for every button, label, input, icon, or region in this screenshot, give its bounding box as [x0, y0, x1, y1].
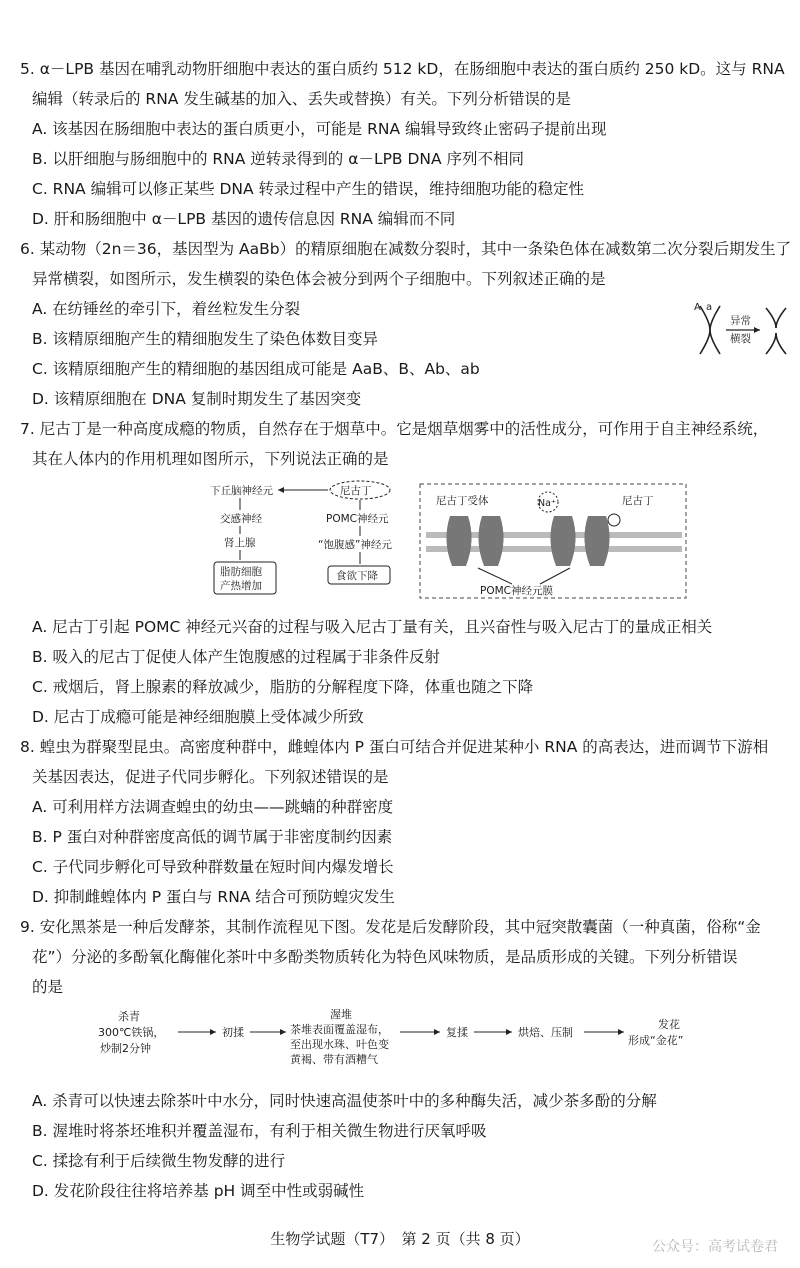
label-pomc-neuron: POMC神经元	[326, 513, 389, 525]
arrow-head	[754, 327, 760, 333]
pointer-right	[540, 568, 570, 584]
q5-option-c: C. RNA 编辑可以修正某些 DNA 转录过程中产生的错误，维持细胞功能的稳定性	[32, 180, 585, 198]
q6-option-b: B. 该精原细胞产生的精细胞发生了染色体数目变异	[32, 330, 378, 348]
q9-option-d: D. 发花阶段往往将培养基 pH 调至中性或弱碱性	[32, 1182, 365, 1200]
step-flowering-line-1: 形成“金花”	[628, 1034, 684, 1047]
step-kill-green-line-2: 炒制2分钟	[100, 1042, 151, 1055]
q9-option-b: B. 渥堆时将茶坯堆积并覆盖湿布，有利于相关微生物进行厌氧呼吸	[32, 1122, 487, 1140]
label-nicotine-receptor: 尼古丁受体	[436, 495, 489, 507]
nicotine-mechanism-figure	[210, 480, 690, 604]
arrowhead-5	[618, 1029, 624, 1035]
step-initial-rolling: 初揉	[222, 1026, 244, 1039]
tea-process-flowchart	[98, 1006, 738, 1080]
q6-option-c: C. 该精原细胞产生的精细胞的基因组成可能是 AaB、B、Ab、ab	[32, 360, 480, 378]
arrowhead-3	[434, 1029, 440, 1035]
broken-chromatid-top-left	[766, 308, 776, 328]
label-nicotine-2: 尼古丁	[622, 495, 654, 507]
q6-stem-line-1: 6. 某动物（2n＝36，基因型为 AaBb）的精原细胞在减数分裂时，其中一条染色体在减数第二次分裂后期发生了	[20, 240, 792, 258]
page-footer: 生物学试题（T7） 第 2 页（共 8 页）	[270, 1230, 530, 1248]
step-re-rolling: 复揉	[446, 1026, 468, 1039]
q9-stem-line-2: 花”）分泌的多酚氧化酶催化茶叶中多酚类物质转化为特色风味物质，是品质形成的关键。下列分析错误	[32, 948, 738, 966]
label-appetite-decrease: 食欲下降	[336, 570, 378, 582]
label-heat-increase: 产热增加	[220, 580, 262, 592]
q6-option-a: A. 在纺锤丝的牵引下，着丝粒发生分裂	[32, 300, 301, 318]
q5-option-b: B. 以肝细胞与肠细胞中的 RNA 逆转录得到的 α－LPB DNA 序列不相同	[32, 150, 525, 168]
q5-stem-line-1: 5. α－LPB 基因在哺乳动物肝细胞中表达的蛋白质约 512 kD，在肠细胞中表达的蛋白质约 250 kD。这与 RNA	[20, 60, 785, 78]
receptor-protein-2	[478, 516, 503, 566]
label-pomc-membrane: POMC神经元膜	[480, 585, 553, 597]
arrowhead-2	[280, 1029, 286, 1035]
pointer-left	[478, 568, 512, 584]
arrow-label-top: 异常	[730, 315, 751, 327]
label-sodium: Na⁺	[538, 498, 556, 509]
label-adrenal: 肾上腺	[224, 537, 256, 549]
arrow-label-bottom: 横裂	[730, 333, 751, 345]
q5-option-a: A. 该基因在肠细胞中表达的蛋白质更小，可能是 RNA 编辑导致终止密码子提前出现	[32, 120, 607, 138]
q9-stem-line-1: 9. 安化黑茶是一种后发酵茶，其制作流程见下图。发花是后发酵阶段，其中冠突散囊菌（一种真菌，俗称“金	[20, 918, 761, 936]
chromosome-breakage-figure	[692, 300, 792, 360]
chromatid-left	[700, 306, 710, 354]
broken-chromatid-bottom-left	[766, 333, 776, 354]
q8-option-d: D. 抑制雌蝗体内 P 蛋白与 RNA 结合可预防蝗灾发生	[32, 888, 395, 906]
label-satiety-neuron: “饱腹感”神经元	[318, 539, 392, 551]
q8-stem-line-1: 8. 蝗虫为群聚型昆虫。高密度种群中，雌蝗体内 P 蛋白可结合并促进某种小 RNA 的高表达，进而调节下游相	[20, 738, 769, 756]
q8-option-c: C. 子代同步孵化可导致种群数量在短时间内爆发增长	[32, 858, 394, 876]
q7-stem-line-1: 7. 尼古丁是一种高度成瘾的物质，自然存在于烟草中。它是烟草烟雾中的活性成分，可作用于自主神经系统，	[20, 420, 769, 438]
q6-option-d: D. 该精原细胞在 DNA 复制时期发生了基因突变	[32, 390, 362, 408]
q8-option-a: A. 可利用样方法调查蝗虫的幼虫——跳蝻的种群密度	[32, 798, 394, 816]
step-piling-line-3: 黄褐、带有酒糟气	[290, 1053, 378, 1066]
q7-stem-line-2: 其在人体内的作用机理如图所示，下列说法正确的是	[32, 450, 389, 468]
q7-option-b: B. 吸入的尼古丁促使人体产生饱腹感的过程属于非条件反射	[32, 648, 440, 666]
q8-stem-line-2: 关基因表达，促进子代同步孵化。下列叙述错误的是	[32, 768, 389, 786]
step-piling-line-1: 茶堆表面覆盖湿布，	[290, 1023, 389, 1036]
label-fat-cell: 脂肪细胞	[220, 566, 262, 578]
q9-stem-line-3: 的是	[32, 978, 64, 996]
question-7	[20, 414, 772, 732]
question-8	[20, 732, 772, 912]
broken-chromatid-bottom-right	[776, 333, 786, 354]
nicotine-molecule	[608, 514, 620, 526]
question-9	[20, 912, 772, 1206]
q7-option-d: D. 尼古丁成瘾可能是神经细胞膜上受体减少所致	[32, 708, 364, 726]
question-5	[20, 54, 785, 234]
q9-option-c: C. 揉捻有利于后续微生物发酵的进行	[32, 1152, 286, 1170]
q7-option-a: A. 尼古丁引起 POMC 神经元兴奋的过程与吸入尼古丁量有关，且兴奋性与吸入尼古丁的量成正相关	[32, 618, 713, 636]
step-flowering-title: 发花	[658, 1018, 680, 1031]
broken-chromatid-top-right	[776, 308, 786, 328]
step-piling-line-2: 至出现水珠、叶色变	[290, 1038, 389, 1051]
arrowhead-1	[210, 1029, 216, 1035]
arrowhead-4	[506, 1029, 512, 1035]
q7-option-c: C. 戒烟后，肾上腺素的释放减少，脂肪的分解程度下降，体重也随之下降	[32, 678, 534, 696]
q8-option-b: B. P 蛋白对种群密度高低的调节属于非密度制约因素	[32, 828, 393, 846]
step-kill-green-title: 杀青	[118, 1010, 140, 1023]
chromatid-right	[710, 306, 720, 354]
label-nicotine: 尼古丁	[340, 485, 372, 497]
label-gene-A: A	[694, 302, 701, 313]
label-sympathetic: 交感神经	[220, 513, 262, 525]
arrowhead	[278, 487, 284, 493]
q5-stem-line-2: 编辑（转录后的 RNA 发生碱基的加入、丢失或替换）有关。下列分析错误的是	[32, 90, 571, 108]
receptor-protein-3	[550, 516, 575, 566]
receptor-protein-1	[446, 516, 471, 566]
question-6	[20, 234, 792, 414]
step-baking-pressing: 烘焙、压制	[518, 1026, 573, 1039]
label-gene-a: a	[706, 302, 713, 313]
q9-option-a: A. 杀青可以快速去除茶叶中水分，同时快速高温使茶叶中的多种酶失活，减少茶多酚的分解	[32, 1092, 657, 1110]
watermark: 公众号：高考试卷君	[652, 1239, 778, 1255]
q6-stem-line-2: 异常横裂，如图所示，发生横裂的染色体会被分到两个子细胞中。下列叙述正确的是	[32, 270, 606, 288]
step-piling-title: 渥堆	[330, 1008, 352, 1021]
label-hypothalamus-neuron: 下丘脑神经元	[210, 485, 273, 497]
receptor-protein-4	[584, 516, 609, 566]
step-kill-green-line-1: 300℃铁锅，	[98, 1026, 165, 1039]
q5-option-d: D. 肝和肠细胞中 α－LPB 基因的遗传信息因 RNA 编辑而不同	[32, 210, 456, 228]
